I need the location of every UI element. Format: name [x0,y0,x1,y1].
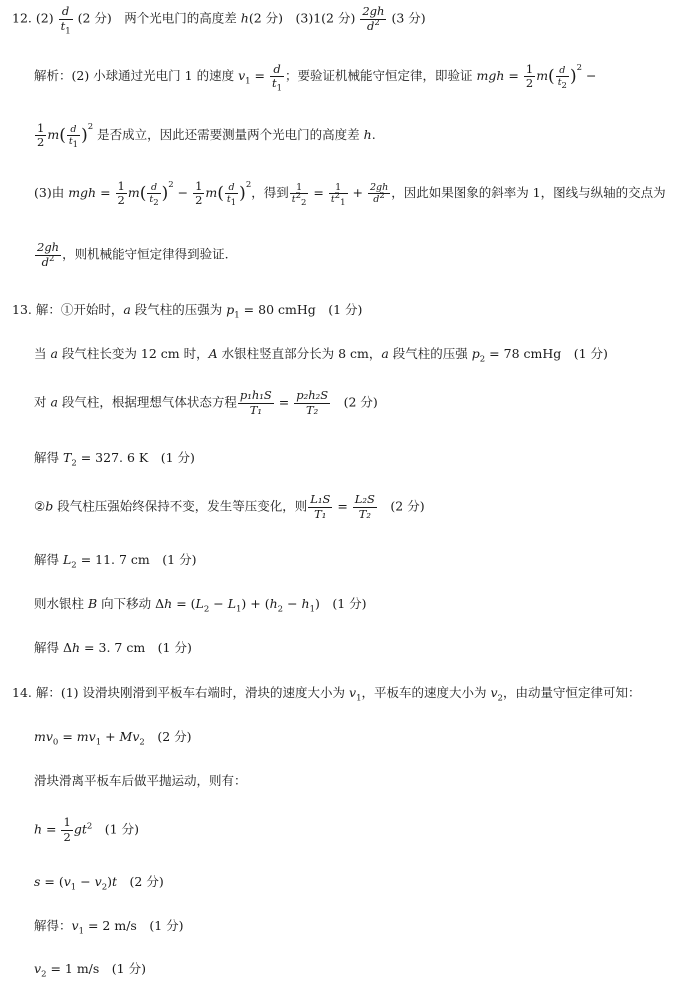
fraction-d-over-t1: $\frac{d}{t_1}$ [68,123,79,150]
q14-line-2: $mv_0 = mv_1 + Mv_2$ (2 分) [34,729,192,748]
fraction-1-over-t1-squared: $\frac{1}{t^2_1}$ [330,181,346,208]
fraction-one-half: $\frac{1}{2}$ [525,61,534,90]
fraction-p1h1S-over-T1: $\frac{\text{p₁h₁S}}{\text{T₁}}$ [239,388,272,417]
fraction-2gh-over-d2: $\frac{2gh}{d^2}$ [369,181,389,205]
fraction-d-over-t2: $\frac{d}{t_2}$ [149,181,159,208]
q13-line-1: 13. 解：①开始时，a 段气柱的压强为 $p_1 = 80$ cmHg (1 分) [12,302,363,321]
q12-analysis-line-3: (3)由 mgh = $\frac{1}{2}$ m( $\frac{d}{t_2}$ )$^2$ − $\frac{1}{2}$ m( $\frac{d}{t_1}$ )$^2$，得到 $\frac{1}{t^2_2}$ = $\frac{1}{t^2_1}$ + $\frac{2gh}{d^2}$ ，因此如果图象的斜率为 1，图线与纵轴的交点为 [34,178,666,208]
q14-line-6: 解得：$v_1 = 2$ m/s (1 分) [34,918,184,937]
q12-analysis-line-4: $\frac{2gh}{d^2}$ ，则机械能守恒定律得到验证. [37,240,229,269]
fraction-d-over-t1: $\frac{d}{t_1}$ [271,61,283,94]
fraction-L1S-over-T1: $\frac{\text{L₁S}}{\text{T₁}}$ [310,492,331,521]
q14-line-4: h = $\frac{1}{2}$ $gt^2$ (1 分) [34,815,139,844]
fraction-one-half: $\frac{1}{2}$ [117,178,125,207]
fraction-p2h2S-over-T2: $\frac{\text{p₂h₂S}}{\text{T₂}}$ [296,388,329,417]
q14-line-7: $v_2 = 1$ m/s (1 分) [34,961,146,980]
fraction-d-over-t1: $\frac{d}{t_1}$ [226,181,237,208]
q13-line-7: 则水银柱 B 向下移动 $\Delta h = (L_2 - L_1) + (h_2 - h_1)$ (1 分) [34,596,367,615]
q14-line-5: $s = (v_1 - v_2)t$ (2 分) [34,874,164,893]
fraction-L2S-over-T2: $\frac{\text{L₂S}}{\text{T₂}}$ [354,492,375,521]
q14-line-3: 滑块滑离平板车后做平抛运动，则有： [34,773,247,788]
fraction-1-over-t2-squared: $\frac{1}{t^2_2}$ [291,181,307,208]
q14-line-1: 14. 解：(1) 设滑块刚滑到平板车右端时，滑块的速度大小为 $v_1$，平板车的速度大小为 $v_2$，由动量守恒定律可知： [12,685,641,704]
q12-answer-line: 12. (2) $\frac{d}{t_1}$ (2 分) 两个光电门的高度差 h(2 分) (3)1(2 分) $\frac{2gh}{d^2}$ (3 分) [12,4,426,36]
q13-line-8: 解得 Δh = 3. 7 cm (1 分) [34,640,192,655]
q12-number: 12. [12,10,32,26]
fraction-one-half: $\frac{1}{2}$ [37,120,45,149]
fraction-one-half: $\frac{1}{2}$ [63,815,71,844]
q13-line-4: 解得 $T_2 = 327$. 6 K (1 分) [34,450,195,469]
q13-line-3: 对 a 段气柱，根据理想气体状态方程 $\frac{\text{p₁h₁S}}{\text{T₁}}$ = $\frac{\text{p₂h₂S}}{\text{T₂}}$ (2 分) [34,388,378,417]
q12-analysis-line-1: 解析：(2) 小球通过光电门 1 的速度 $v_1$ = $\frac{d}{t_1}$ ；要验证机械能守恒定律，即验证 mgh = $\frac{1}{2}$ m( $\frac{d}{t_2}$ )$^2$ − [34,61,597,94]
fraction-one-half: $\frac{1}{2}$ [195,178,203,207]
q12-analysis-line-2: $\frac{1}{2}$ m( $\frac{d}{t_1}$ )$^2$ 是否成立，因此还需要测量两个光电门的高度差 h. [37,120,376,150]
q13-line-5: ②b 段气柱压强始终保持不变，发生等压变化，则 $\frac{\text{L₁S}}{\text{T₁}}$ = $\frac{\text{L₂S}}{\text{T₂}}$ (2 分) [34,492,425,521]
fraction-2gh-over-d2: $\frac{2gh}{d^2}$ [362,4,385,33]
q13-line-2: 当 a 段气柱长变为 12 cm 时，A 水银柱竖直部分长为 8 cm，a 段气柱的压强 $p_2 = 78$ cmHg (1 分) [34,346,608,365]
fraction-2gh-over-d2: $\frac{2gh}{d^2}$ [37,240,60,269]
fraction-d-over-t1: $\frac{d}{t_1}$ [60,4,71,36]
fraction-d-over-t2: $\frac{d}{t_2}$ [557,64,567,91]
q13-line-6: 解得 $L_2 = 11$. 7 cm (1 分) [34,552,197,571]
